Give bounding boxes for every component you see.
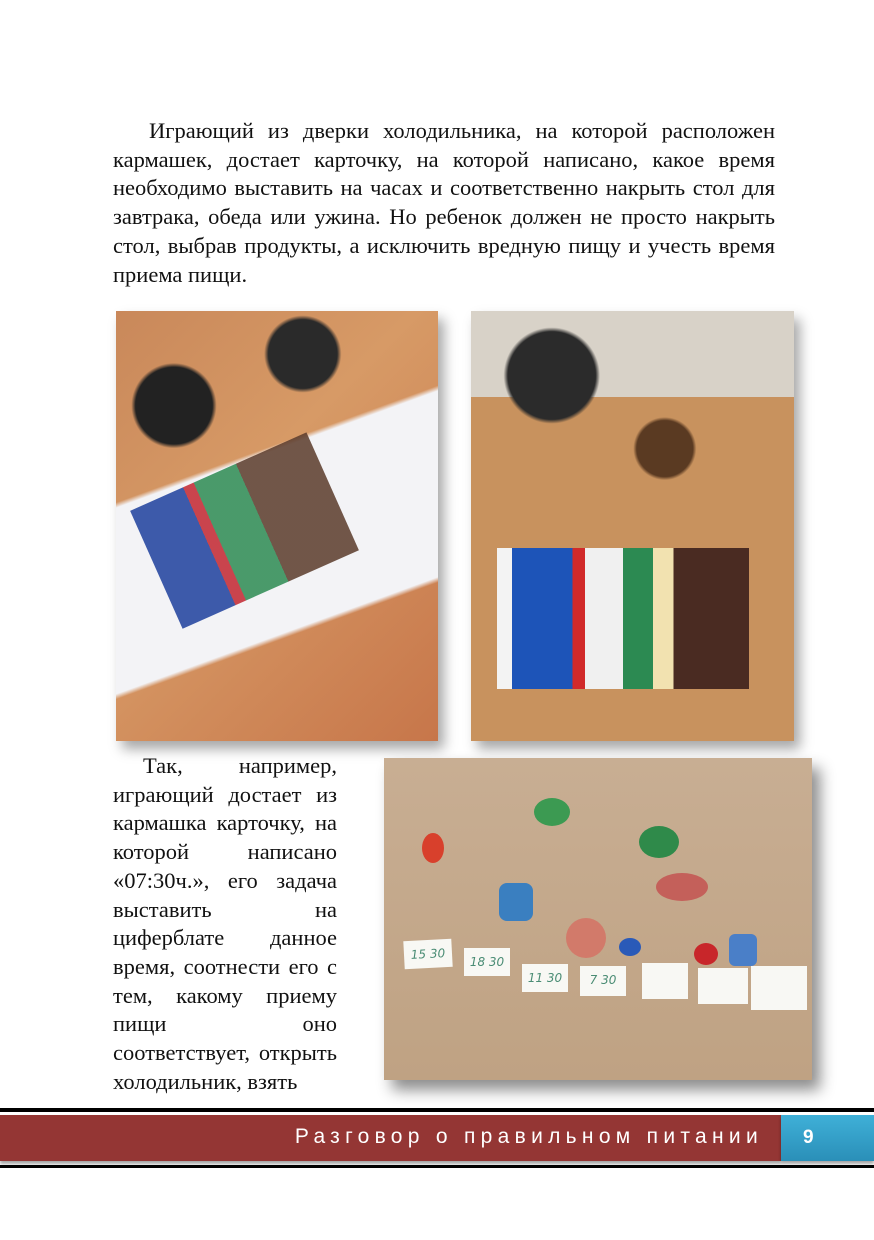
- photo-children-playing-1: [116, 311, 438, 741]
- time-card: 15 30: [403, 939, 452, 969]
- time-card: 18 30: [464, 948, 510, 976]
- body-paragraph-2: Так, например, играющий достает из кармашка карточку, на которой написано «07:30ч.», его задача выставить на циферблате данное время, соотнести его с тем, какому приему пищи оно соответствует, открыть холодильник, взять: [113, 753, 337, 1094]
- footer-bar: [0, 1115, 781, 1161]
- page-number: 9: [803, 1127, 814, 1148]
- page-number-box: [781, 1115, 874, 1161]
- photo-food-cards: [384, 758, 812, 1080]
- time-card: [698, 968, 748, 1004]
- time-card: 11 30: [522, 964, 568, 992]
- time-card: 7 30: [580, 966, 626, 996]
- photo-children-playing-2: [471, 311, 794, 741]
- footer-rule-top: [0, 1108, 874, 1112]
- time-card: [642, 963, 688, 999]
- footer-rule-bottom: [0, 1165, 874, 1168]
- body-paragraph-1: Играющий из дверки холодильника, на которой расположен кармашек, достает карточку, на которой написано, какое время необходимо выставить на часах и соответственно накрыть стол для завтрака, обеда или ужина. Но ребенок должен не просто накрыть стол, выбрав продукты, а исключить вредную пищу и учесть время приема пищи.: [113, 118, 775, 287]
- footer-title: Разговор о правильном питании: [294, 1125, 763, 1148]
- time-card: [751, 966, 807, 1010]
